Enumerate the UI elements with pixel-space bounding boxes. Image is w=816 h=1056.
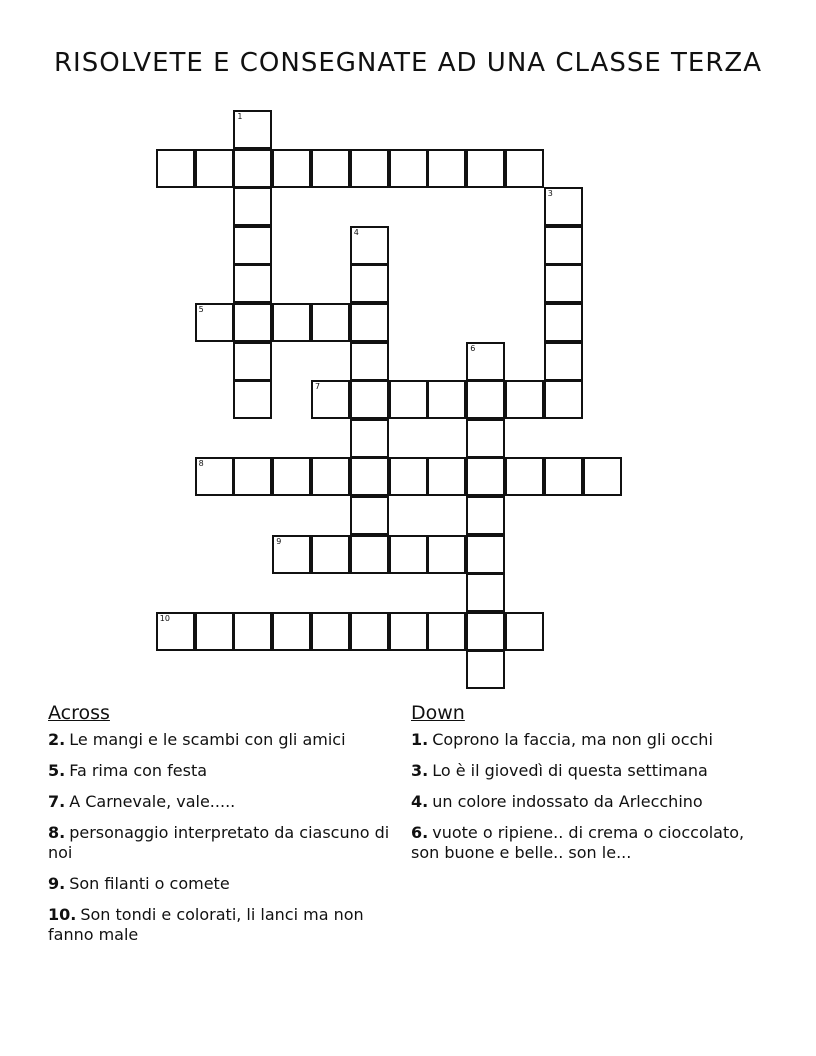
down-clue [411, 730, 771, 750]
grid-cell[interactable] [350, 419, 389, 458]
clue-number: 1. [411, 730, 429, 749]
grid-cell[interactable] [195, 303, 234, 342]
grid-cell[interactable] [233, 457, 272, 496]
grid-cell[interactable] [544, 226, 583, 265]
grid-cell[interactable] [427, 380, 466, 419]
cell-number: 3 [547, 189, 553, 199]
cell-number: 5 [198, 305, 204, 314]
grid-cell[interactable] [544, 342, 583, 381]
clue-text: Le mangi e le scambi con gli amici [69, 730, 346, 749]
grid-cell[interactable] [544, 303, 583, 342]
grid-cell[interactable] [389, 535, 428, 574]
grid-cell[interactable] [389, 457, 428, 496]
clue-number: 3. [411, 761, 429, 780]
cell-number: 9 [276, 536, 282, 546]
down-clue [411, 761, 771, 781]
clue-text: A Carnevale, vale..... [69, 792, 236, 811]
grid-cell[interactable] [350, 303, 389, 342]
clue-number: 9. [48, 874, 66, 893]
page-title: RISOLVETE E CONSEGNATE AD UNA CLASSE TERZA [53, 48, 763, 78]
grid-cell[interactable] [195, 149, 234, 188]
clue-text: Coprono la faccia, ma non gli occhi [432, 730, 713, 749]
grid-cell[interactable] [505, 380, 544, 419]
grid-cell[interactable] [389, 149, 428, 188]
grid-cell[interactable] [311, 457, 350, 496]
across-clue [48, 730, 393, 750]
grid-cell[interactable] [427, 535, 466, 574]
grid-cell[interactable] [272, 612, 311, 651]
grid-cell[interactable] [272, 303, 311, 342]
grid-cell[interactable] [466, 573, 505, 612]
grid-cell[interactable] [156, 612, 195, 651]
clue-text: vuote o ripiene.. di crema o cioccolato, son buone e belle.. son le... [411, 823, 745, 862]
down-clue [411, 823, 771, 863]
cell-number: 10 [159, 613, 170, 623]
grid-cell[interactable] [389, 612, 428, 651]
grid-cell[interactable] [427, 149, 466, 188]
across-clue [48, 874, 393, 894]
down-clues [411, 702, 771, 874]
grid-cell[interactable] [272, 535, 311, 574]
grid-cell[interactable] [350, 380, 389, 419]
grid-cell[interactable] [233, 187, 272, 226]
clue-number: 5. [48, 761, 66, 780]
clue-text: un colore indossato da Arlecchino [432, 792, 703, 811]
clue-text: Son filanti o comete [69, 874, 230, 893]
grid-cell[interactable] [350, 612, 389, 651]
across-clue [48, 792, 393, 812]
grid-cell[interactable] [156, 149, 195, 188]
grid-cell[interactable] [466, 149, 505, 188]
grid-cell[interactable] [544, 187, 583, 226]
grid-cell[interactable] [350, 535, 389, 574]
across-clues [48, 702, 393, 956]
grid-cell[interactable] [466, 650, 505, 689]
grid-cell[interactable] [350, 457, 389, 496]
cell-number: 4 [353, 227, 359, 237]
clue-number: 7. [48, 792, 66, 811]
grid-cell[interactable] [311, 535, 350, 574]
clue-text: Lo è il giovedì di questa settimana [432, 761, 708, 780]
down-clue [411, 792, 771, 812]
grid-cell[interactable] [544, 380, 583, 419]
grid-cell[interactable] [350, 226, 389, 265]
grid-cell[interactable] [311, 612, 350, 651]
grid-cell[interactable] [389, 380, 428, 419]
cell-number: 8 [198, 459, 204, 469]
grid-cell[interactable] [311, 303, 350, 342]
cell-number: 6 [470, 343, 476, 353]
across-clue [48, 823, 393, 863]
grid-cell[interactable] [272, 149, 311, 188]
grid-cell[interactable] [466, 535, 505, 574]
clue-number: 8. [48, 823, 66, 842]
grid-cell[interactable] [233, 342, 272, 381]
grid-cell[interactable] [233, 380, 272, 419]
grid-cell[interactable] [427, 612, 466, 651]
grid-cell[interactable] [466, 419, 505, 458]
grid-cell[interactable] [466, 457, 505, 496]
grid-cell[interactable] [350, 496, 389, 535]
grid-cell[interactable] [466, 380, 505, 419]
grid-cell[interactable] [350, 342, 389, 381]
across-heading: Across [48, 702, 110, 724]
grid-cell[interactable] [233, 226, 272, 265]
grid-cell[interactable] [233, 110, 272, 149]
grid-cell[interactable] [233, 149, 272, 188]
grid-cell[interactable] [466, 496, 505, 535]
grid-cell[interactable] [505, 149, 544, 188]
grid-cell[interactable] [233, 264, 272, 303]
grid-cell[interactable] [311, 149, 350, 188]
down-heading: Down [411, 702, 465, 724]
clue-number: 2. [48, 730, 66, 749]
grid-cell[interactable] [350, 264, 389, 303]
grid-cell[interactable] [505, 612, 544, 651]
grid-cell[interactable] [195, 457, 234, 496]
cell-number: 7 [315, 382, 321, 392]
cell-number: 1 [237, 112, 243, 121]
grid-cell[interactable] [427, 457, 466, 496]
across-clue [48, 761, 393, 781]
grid-cell[interactable] [466, 342, 505, 381]
clue-text: personaggio interpretato da ciascuno di noi [48, 823, 390, 862]
grid-cell[interactable] [350, 149, 389, 188]
clue-number: 6. [411, 823, 429, 842]
grid-cell[interactable] [544, 457, 583, 496]
grid-cell[interactable] [311, 380, 350, 419]
grid-cell[interactable] [272, 457, 311, 496]
grid-cell[interactable] [544, 264, 583, 303]
grid-cell[interactable] [583, 457, 622, 496]
clue-text: Son tondi e colorati, li lanci ma non fanno male [48, 905, 364, 944]
clue-number: 10. [48, 905, 77, 924]
grid-cell[interactable] [233, 303, 272, 342]
grid-cell[interactable] [466, 612, 505, 651]
grid-cell[interactable] [233, 612, 272, 651]
clue-number: 4. [411, 792, 429, 811]
clue-text: Fa rima con festa [69, 761, 208, 780]
grid-cell[interactable] [505, 457, 544, 496]
across-clue [48, 905, 393, 945]
grid-cell[interactable] [195, 612, 234, 651]
